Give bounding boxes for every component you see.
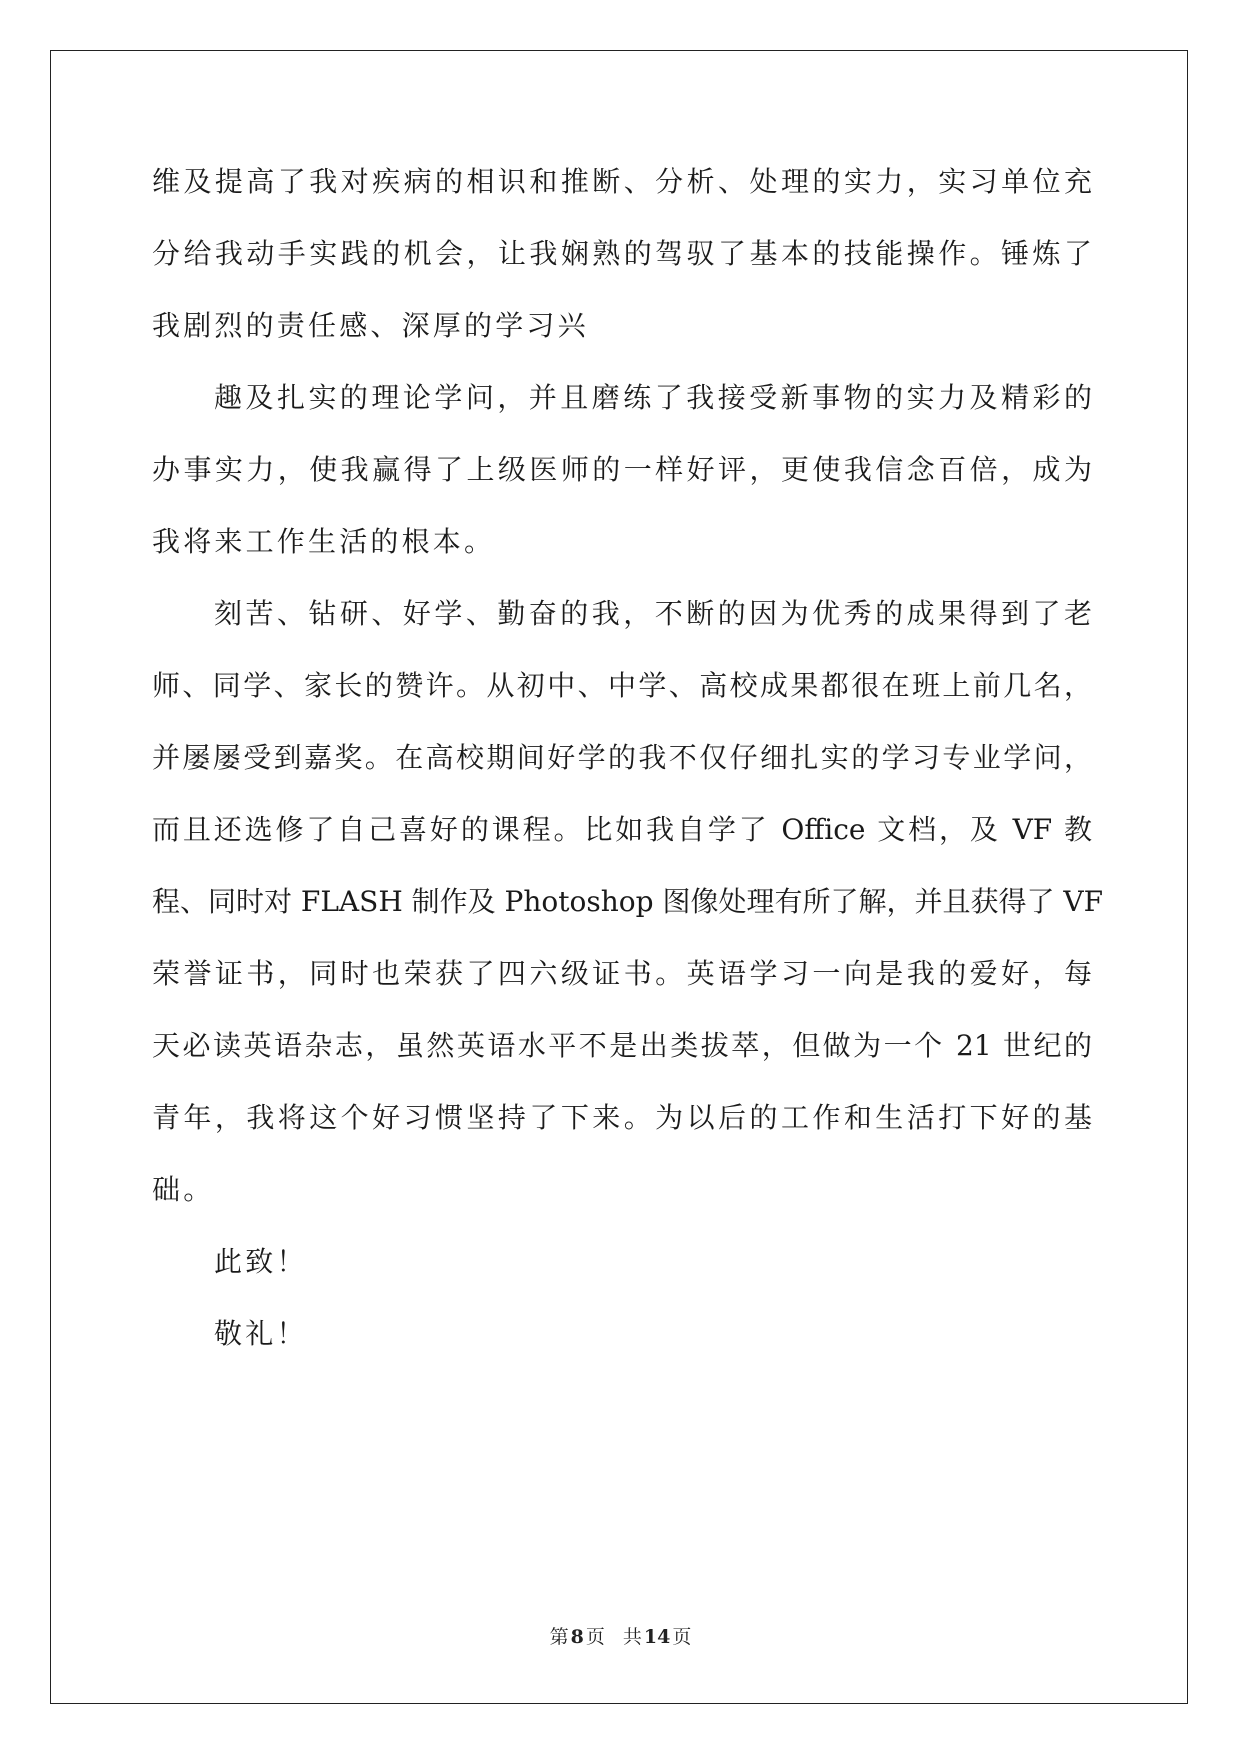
closing-salutation: 此致！ [214,1245,308,1278]
page-unit: 页 [585,1626,605,1648]
total-unit: 页 [672,1626,692,1648]
body-line: 我剧烈的责任感、深厚的学习兴 [152,309,589,342]
total-prefix: 共 [622,1626,642,1648]
closing-regards: 敬礼！ [214,1317,308,1350]
paragraph-first-line: 趣及扎实的理论学问，并且磨练了我接受新事物的实力及精彩的 [214,381,1092,414]
page-border [50,50,1188,1704]
body-line: 分给我动手实践的机会，让我娴熟的驾驭了基本的技能操作。锤炼了 [152,237,1092,270]
body-line: 办事实力，使我赢得了上级医师的一样好评，更使我信念百倍，成为 [152,453,1092,486]
body-line: 程、同时对 FLASH 制作及 Photoshop 图像处理有所了解，并且获得了 VF [152,885,1104,918]
body-line: 并屡屡受到嘉奖。在高校期间好学的我不仅仔细扎实的学习专业学问， [152,741,1092,774]
body-line: 而且还选修了自己喜好的课程。比如我自学了 Office 文档，及 VF 教 [152,813,1092,846]
page-prefix: 第 [549,1626,569,1648]
paragraph-first-line: 刻苦、钻研、好学、勤奋的我，不断的因为优秀的成果得到了老 [214,597,1092,630]
body-line: 师、同学、家长的赞许。从初中、中学、高校成果都很在班上前几名， [152,669,1092,702]
body-line: 荣誉证书，同时也荣获了四六级证书。英语学习一向是我的爱好，每 [152,957,1092,990]
page-footer [0,1625,1241,1649]
current-page-number: 8 [570,1626,584,1648]
body-line: 天必读英语杂志，虽然英语水平不是出类拔萃，但做为一个 21 世纪的 [152,1029,1092,1062]
body-line: 我将来工作生活的根本。 [152,525,496,558]
body-line: 青年，我将这个好习惯坚持了下来。为以后的工作和生活打下好的基 [152,1101,1092,1134]
body-line: 维及提高了我对疾病的相识和推断、分析、处理的实力，实习单位充 [152,165,1092,198]
total-page-count: 14 [643,1626,671,1648]
body-line: 础。 [152,1173,215,1206]
